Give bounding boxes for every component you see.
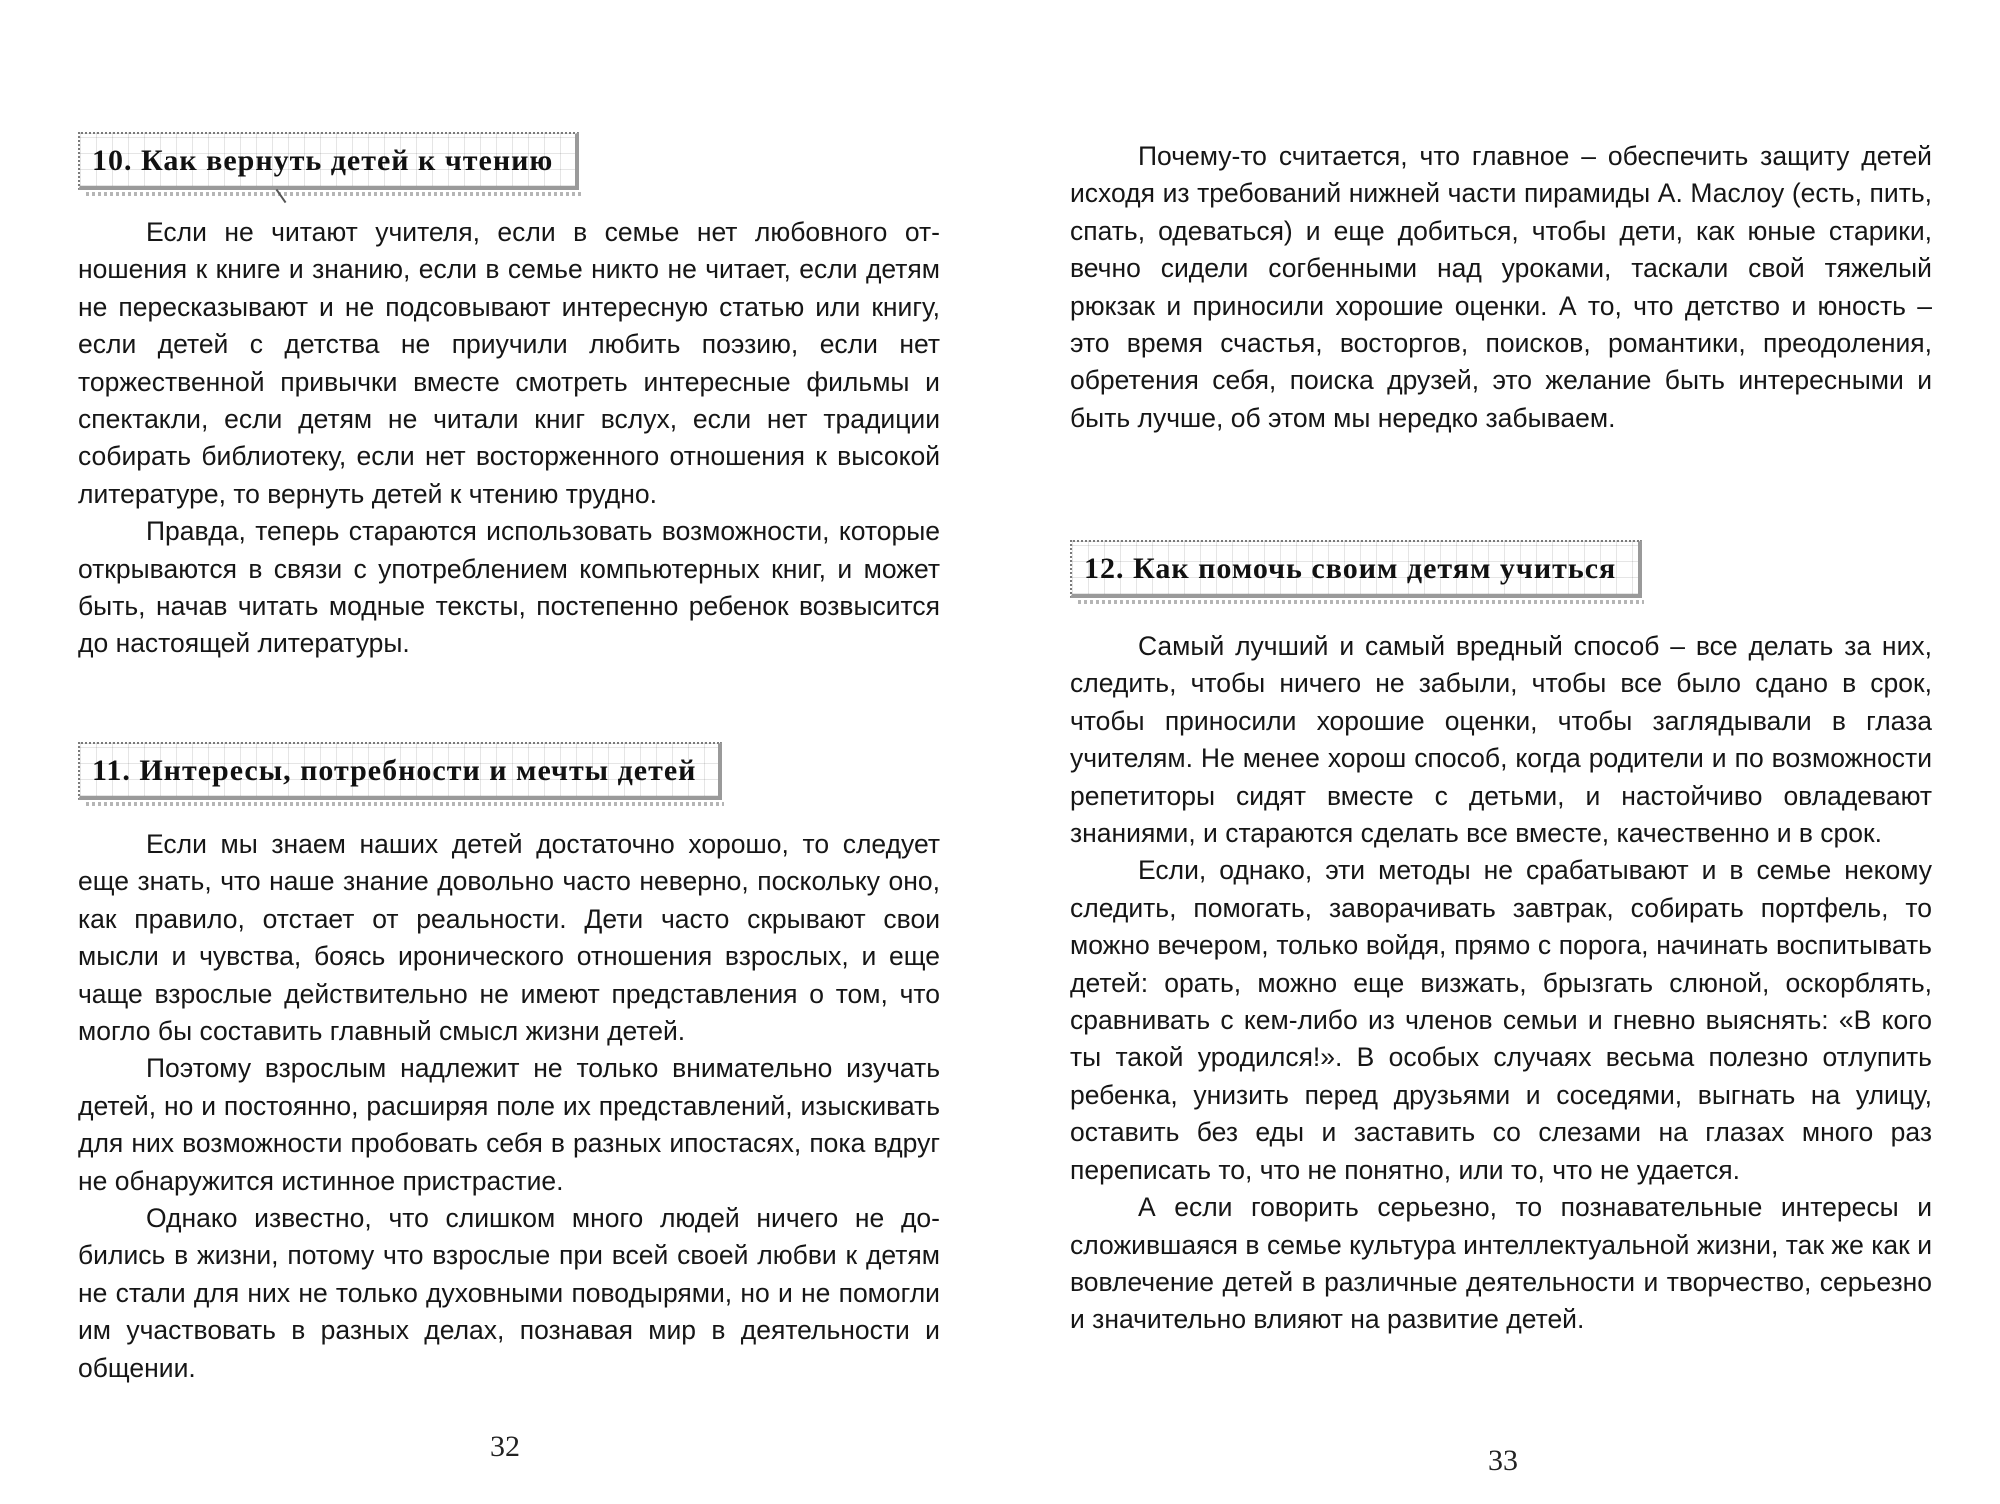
paragraph: Если мы знаем наших детей достаточно хорошо, то следует еще знать, что наше знание довольно часто неверно, поскольку оно, как правило, отстает от реальности. Дети часто скрывают свои мысли и чувства, боясь иронического отношения взрослых, и еще чаще взрослые действительно не имеют представления о том, что могло бы составить главный смысл жизни детей. [78, 829, 940, 1047]
paragraph: Правда, теперь стараются использовать возможности, которые открываются в связи с употреблением компьютерных книг, и может быть, начав читать модные тексты, постепенно ребенок возвысится до настоящей литературы. [78, 516, 940, 659]
paragraph: Однако известно, что слишком много людей ничего не добились в жизни, потому что взрослые при всей своей любви к детям не стали для них не только духовными поводырями, но и не помогли им участвовать в разных делах, познавая мир в деятельности и общении. [78, 1203, 940, 1383]
right-page [1000, 0, 2000, 1504]
section-12 [1070, 540, 1932, 598]
section-11-body [78, 826, 940, 1387]
section-12-body [1070, 628, 1932, 1339]
paragraph: Если, однако, эти методы не срабатывают и в семье некому следить, помогать, заворачивать завтрак, собирать портфель, то можно вечером, только войдя, прямо с порога, начинать воспитывать детей: орать, можно еще визжать, брызгать слюной, оскорблять, сравнивать с кем-либо из членов семьи и гневно выяснять: «В кого ты такой уродился!». В особых случаях весьма полезно отлупить ребенка, унизить перед друзьями и соседями, выгнать на улицу, оставить без еды и заставить со слезами на глазах много раз переписать то, что не понятно, или то, что не удается. [1070, 855, 1932, 1185]
section-10-body [78, 214, 940, 663]
paragraph: А если говорить серьезно, то познавательные интересы и сложившаяся в семье культура интеллектуальной жизни, так же как и вовлечение детей в различные деятельности и творчество, серьезно и значительно влияют на развитие детей. [1070, 1192, 1932, 1335]
section-10 [78, 132, 940, 190]
page-number-right: 33 [1488, 1444, 1518, 1477]
page-number-left: 32 [490, 1430, 520, 1463]
paragraph: Если не читают учителя, если в семье нет любовного отношения к книге и знанию, если в семье никто не читает, если детям не пересказывают и не подсовывают интересную статью или книгу, если детей с детства не приучили любить поэзию, если нет торжественной привычки вместе смотреть интересные фильмы и спектакли, если детям не читали книг вслух, если нет традиции собирать библиотеку, если нет восторженного отношения к высокой литературе, то вернуть детей к чтению трудно. [78, 217, 940, 509]
section-11-heading: 11. Интересы, потребности и мечты детей [78, 742, 722, 800]
intro-body [1070, 138, 1932, 437]
section-11 [78, 742, 940, 800]
paragraph: Поэтому взрослым надлежит не только внимательно изучать детей, но и постоянно, расширяя поле их представлений, изыскивать для них возможности пробовать себя в разных ипостасях, пока вдруг не обнаружится истинное пристрастие. [78, 1053, 940, 1196]
paragraph: Почему-то считается, что главное – обеспечить защиту детей исходя из требований нижней части пирамиды А. Маслоу (есть, пить, спать, одеваться) и еще добиться, чтобы дети, как юные старики, вечно сидели согбенными над уроками, таскали свой тяжелый рюкзак и приносили хорошие оценки. А то, что детство и юность – это время счастья, восторгов, поисков, романтики, преодоления, обретения себя, поиска друзей, это желание быть интересными и быть лучше, об этом мы нередко забываем. [1070, 141, 1932, 433]
section-12-heading: 12. Как помочь своим детям учиться [1070, 540, 1642, 598]
paragraph: Самый лучший и самый вредный способ – все делать за них, следить, чтобы ничего не забыли, чтобы все было сдано в срок, чтобы приносили хорошие оценки, чтобы заглядывали в глаза учителям. Не менее хорош способ, когда родители и по возможности репетиторы сидят вместе с детьми, и настойчиво овладевают знаниями, и стараются сделать все вместе, качественно и в срок. [1070, 631, 1932, 849]
stray-mark [276, 189, 287, 203]
section-10-heading: 10. Как вернуть детей к чтению [78, 132, 579, 190]
